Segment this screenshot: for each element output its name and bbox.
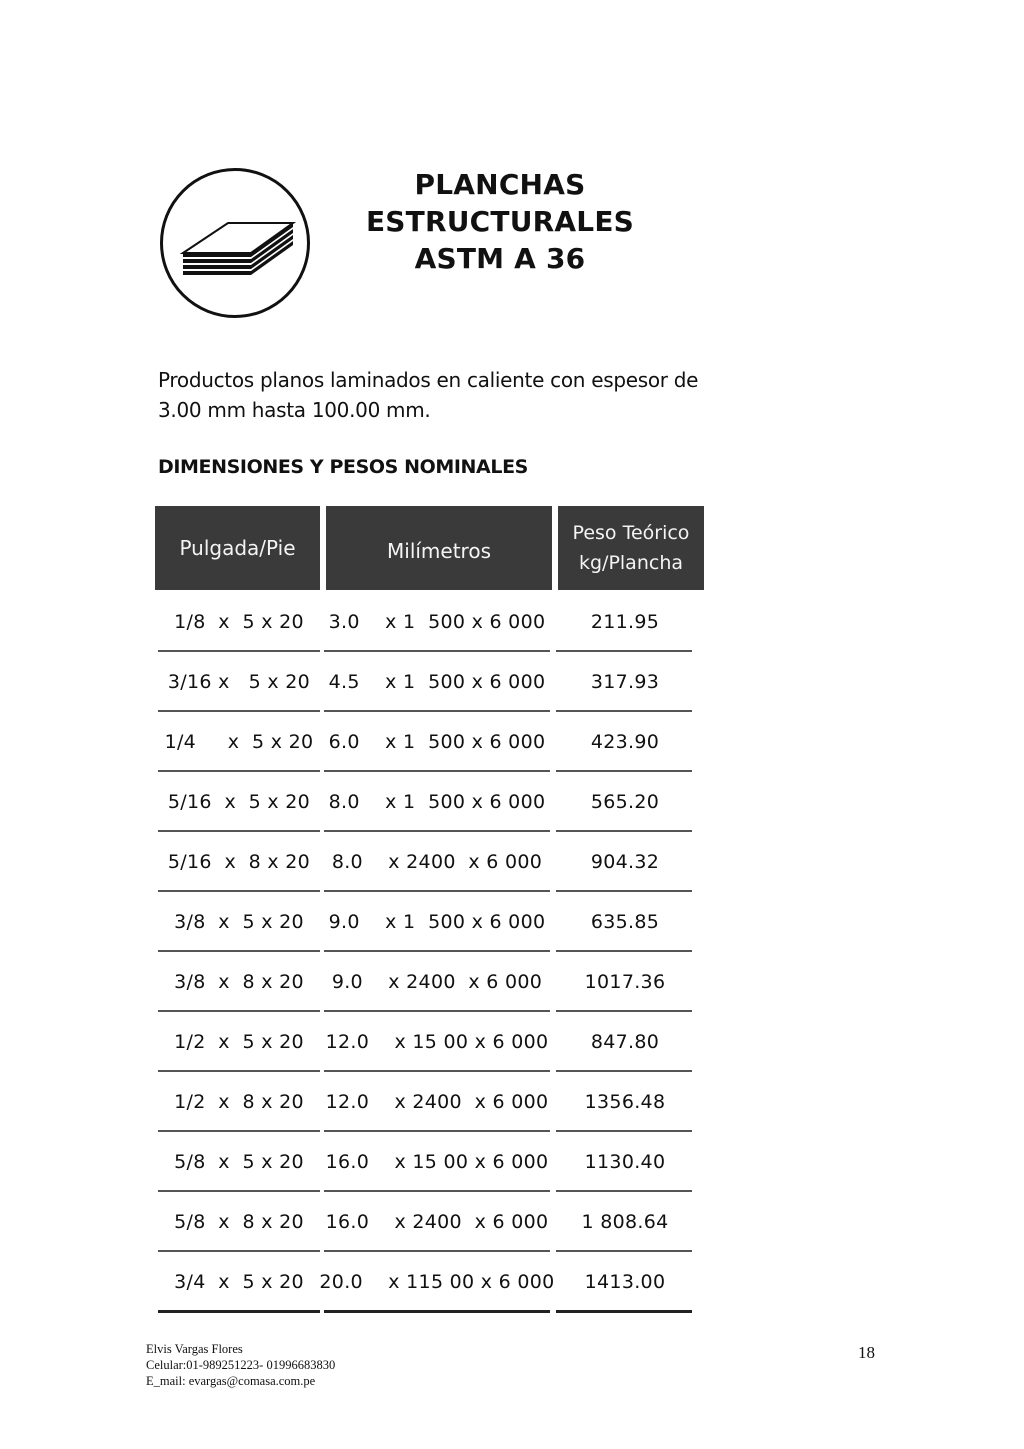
cell-weight: 904.32: [590, 851, 660, 873]
cell-weight: 317.93: [590, 671, 660, 693]
cell-weight: 1 808.64: [581, 1211, 669, 1233]
table-row: [0, 1252, 1024, 1312]
row-divider: [158, 1310, 320, 1313]
cell-weight: 565.20: [590, 791, 660, 813]
table-row: [0, 1192, 1024, 1252]
cell-inches: 3/4 x 5 x 20: [174, 1271, 304, 1293]
cell-millimeters: 8.0 x 1 500 x 6 000: [328, 791, 546, 813]
intro-paragraph: Productos planos laminados en caliente con espesor de 3.00 mm hasta 100.00 mm.: [158, 368, 699, 422]
cell-weight: 1413.00: [584, 1271, 666, 1293]
cell-millimeters: 16.0 x 2400 x 6 000: [325, 1211, 549, 1233]
column-header-weight-line-2: kg/Plancha: [578, 552, 684, 574]
table-row: [0, 712, 1024, 772]
table-row: [0, 1012, 1024, 1072]
section-title: DIMENSIONES Y PESOS NOMINALES: [158, 456, 528, 478]
column-header-weight-line-1: Peso Teórico: [572, 522, 690, 544]
cell-weight: 1130.40: [584, 1151, 666, 1173]
cell-millimeters: 6.0 x 1 500 x 6 000: [328, 731, 546, 753]
cell-weight: 423.90: [590, 731, 660, 753]
cell-weight: 211.95: [590, 611, 660, 633]
cell-millimeters: 12.0 x 2400 x 6 000: [325, 1091, 549, 1113]
table-row: [0, 1132, 1024, 1192]
table-row: [0, 592, 1024, 652]
cell-inches: 1/2 x 8 x 20: [174, 1091, 304, 1113]
cell-inches: 3/8 x 5 x 20: [174, 911, 304, 933]
cell-millimeters: 4.5 x 1 500 x 6 000: [328, 671, 546, 693]
title-line-1: PLANCHAS: [414, 168, 586, 201]
table-row: [0, 652, 1024, 712]
cell-inches: 5/8 x 8 x 20: [174, 1211, 304, 1233]
cell-inches: 1/2 x 5 x 20: [174, 1031, 304, 1053]
cell-weight: 847.80: [590, 1031, 660, 1053]
steel-plates-logo: [160, 168, 310, 318]
column-header-weight: [558, 506, 704, 590]
cell-millimeters: 16.0 x 15 00 x 6 000: [325, 1151, 549, 1173]
cell-inches: 3/8 x 8 x 20: [174, 971, 304, 993]
cell-millimeters: 9.0 x 1 500 x 6 000: [328, 911, 546, 933]
cell-weight: 1356.48: [584, 1091, 666, 1113]
table-row: [0, 952, 1024, 1012]
table-row: [0, 772, 1024, 832]
table-row: [0, 1072, 1024, 1132]
page-number: 18: [858, 1343, 875, 1362]
cell-inches: 1/8 x 5 x 20: [174, 611, 304, 633]
cell-inches: 5/8 x 5 x 20: [174, 1151, 304, 1173]
page-title: [330, 166, 670, 277]
cell-millimeters: 3.0 x 1 500 x 6 000: [328, 611, 546, 633]
row-divider: [556, 1310, 692, 1313]
cell-inches: 5/16 x 8 x 20: [167, 851, 311, 873]
row-divider: [324, 1310, 550, 1313]
table-row: [0, 892, 1024, 952]
cell-millimeters: 12.0 x 15 00 x 6 000: [325, 1031, 549, 1053]
table-row: [0, 832, 1024, 892]
column-header-inches: Pulgada/Pie: [155, 506, 320, 590]
cell-weight: 1017.36: [584, 971, 666, 993]
footer-name: Elvis Vargas Flores: [146, 1342, 243, 1356]
cell-millimeters: 9.0 x 2400 x 6 000: [331, 971, 543, 993]
cell-weight: 635.85: [590, 911, 660, 933]
column-header-millimeters: Milímetros: [326, 506, 552, 590]
steel-plates-stack-icon: [163, 171, 313, 321]
cell-inches: 3/16 x 5 x 20: [167, 671, 311, 693]
title-line-3: ASTM A 36: [414, 242, 586, 275]
footer: [146, 1341, 335, 1389]
cell-millimeters: 8.0 x 2400 x 6 000: [331, 851, 543, 873]
cell-inches: 1/4 x 5 x 20: [164, 731, 314, 753]
footer-email: E_mail: evargas@comasa.com.pe: [146, 1374, 316, 1388]
title-line-2: ESTRUCTURALES: [365, 205, 635, 238]
cell-inches: 5/16 x 5 x 20: [167, 791, 311, 813]
cell-millimeters: 20.0 x 115 00 x 6 000: [319, 1271, 555, 1293]
footer-phone: Celular:01-989251223- 01996683830: [146, 1358, 336, 1372]
